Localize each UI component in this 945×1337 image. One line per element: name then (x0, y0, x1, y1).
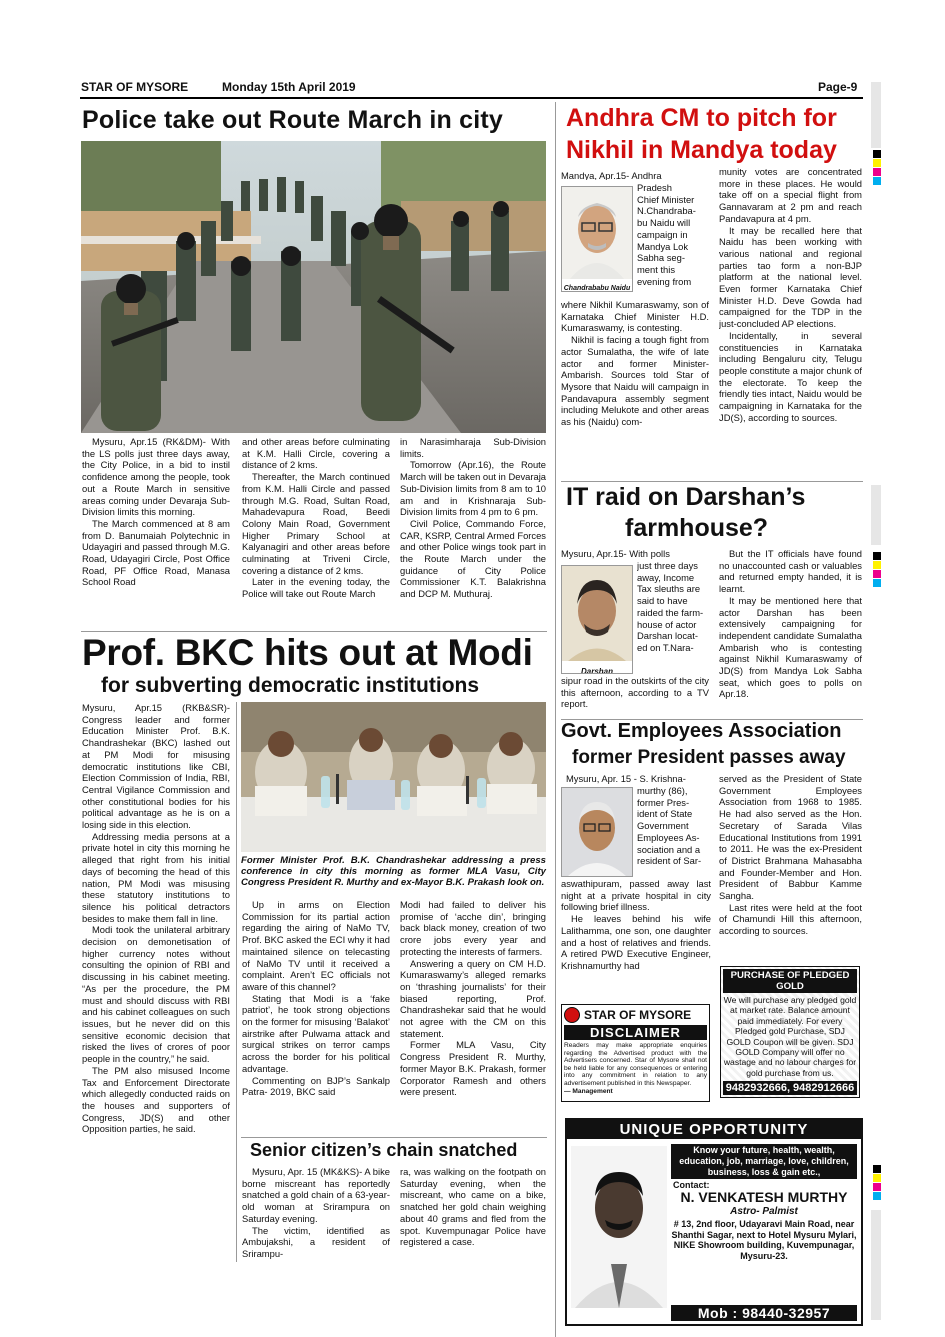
story2-intro-8: ment this (637, 263, 676, 275)
story2-intro-0: Mandya, Apr.15- Andhra (561, 170, 662, 180)
story2-col2-p3: Incidentally, in several constituencies in Karnataka including Bengaluru city, Telugu people constitute a major chunk of the electorate. To keep the friendly ties intact, Naidu would be campaigning in Karnataka for the JD(S), according to sources. (719, 329, 862, 423)
story6-intro-1: murthy (86), (637, 785, 688, 796)
story6-col1 (561, 878, 711, 998)
story6-col2-p2: Last rites were held at the foot of Chamundi Hill this afternoon, according to sources. (719, 901, 862, 937)
naidu-photo (561, 186, 633, 292)
story1-col1-p2: The March commenced at 8 am from D. Banumaiah Polytechnic in Udayagiri and passed through M.G. Road, Udayagiri Circle, Post Office Road, PF Office Road, Manasa School Road (82, 517, 230, 588)
story4-col2-p2: Stating that Modi is a ‘fake patriot’, he took strong objections on the former for misusing ‘Balakot’ airstrike after Pulwama attack and surgical strikes on terror camps across the border for his political advantage. (242, 992, 390, 1074)
astro-ad-role: Astro- Palmist (730, 1206, 798, 1217)
story5-col1-p2: The victim, identified as Ambujakshi, a resident of Srirampu- (242, 1224, 390, 1259)
star-logo-icon (564, 1007, 580, 1023)
story6-intro-4: Government (637, 820, 689, 832)
story2-headline-2: Nikhil in Mandya today (566, 136, 837, 164)
margin-bar (871, 82, 881, 148)
story5-headline: Senior citizen’s chain snatched (250, 1140, 518, 1160)
story4-col3 (400, 899, 546, 1139)
story2-headline-1: Andhra CM to pitch for (566, 104, 837, 132)
story2-intro-4: bu Naidu will (637, 217, 691, 229)
story3-col1-p1: sipur road in the outskirts of the city this afternoon, according to a TV report. (561, 675, 709, 710)
story5-col2-p1: ra, was walking on the footpath on Saturday evening, when the miscreant, who came on a bike, snatched her gold chain weighing about 40 grams and fled from the spot. Kuvempunagar Police have registered a case. (400, 1166, 546, 1248)
story1-col3-p3: Civil Police, Commando Force, CAR, KSRP, Central Armed Forces and other Police wings took part in the Route March under the guidance of City Police Commissioner K.T. Balakrishna and DCP M. Muthuraj. (400, 517, 546, 600)
story4-headline-2: for subverting democratic institutions (101, 674, 480, 697)
story2-col1-p1: where Nikhil Kumaraswamy, son of Karnataka Chief Minister H.D. Kumaraswamy, is contesting. (561, 299, 709, 334)
margin-bar-2 (871, 485, 881, 545)
story2-intro-9: evening from (637, 275, 692, 287)
story2-col2-p2: It may be recalled here that Naidu has been working with various national and regional parties tao form a non-BJP platform at the national level. Even former Karnataka Chief Minister H.D. Deve Gowda had campaigned for the TDP in the just-concluded AP elections. (719, 224, 862, 330)
page-number: Page-9 (818, 80, 858, 94)
story6-headline-1: Govt. Employees Association (561, 720, 842, 742)
story4-col2-p3: Commenting on BJP’s Sankalp Patra- 2019, BKC said (242, 1074, 390, 1098)
story3-intro-line0 (561, 548, 709, 560)
story6-intro-line0 (566, 773, 712, 785)
story2-intro-7: Sabha seg- (637, 252, 685, 264)
story1-col3 (400, 436, 546, 633)
story1-col3-p1: in Narasimharaja Sub-Division limits. (400, 436, 546, 459)
story1-col1-p1: Mysuru, Apr.15 (RK&DM)- With the LS polls just three days away, the City Police, in a bid to instil confidence among the people, took out a Route March in sensitive areas coming under Devaraja Sub-Division limits this morning. (82, 436, 230, 518)
astro-ad-contact-label: Contact: (673, 1180, 710, 1190)
story2-intro-wrap (637, 182, 709, 300)
disclaimer-logo: STAR OF MYSORE (584, 1008, 692, 1022)
story2-intro-5: campaign in (637, 228, 688, 240)
darshan-photo (561, 565, 633, 674)
story3-intro-wrap (637, 560, 709, 666)
naidu-caption: Chandrababu Naidu (563, 285, 631, 292)
story3-intro-6: house of actor (637, 618, 697, 630)
story2-col2 (719, 166, 862, 478)
story3-col2-p2: It may be mentioned here that actor Darshan has been extensively campaigning for independent candidate Sumalatha Ambarish who is contesting against Nikhil Kumaraswamy of JD(S) from Mandya Lok Sabha seat, which goes to polls on Apr.18. (719, 594, 862, 700)
story2-rule (561, 481, 863, 482)
story2-intro-2: Chief Minister (637, 193, 695, 205)
story2-intro-3: N.Chandraba- (637, 205, 696, 217)
disclaimer-logo-row (564, 1007, 707, 1023)
story1-col2-p1: and other areas before culminating at K.M. Halli Circle, covering a distance of 2 kms. (242, 436, 390, 471)
story3-intro-0: Mysuru, Apr.15- With polls (561, 548, 670, 559)
story4-col1 (82, 702, 230, 1265)
margin-bar-3 (871, 1210, 881, 1320)
story6-intro-5: Employees As- (637, 831, 700, 843)
astro-ad-tagline: Know your future, health, wealth, education, job, marriage, love, children, business, loss & gain etc., (671, 1144, 857, 1179)
story1-col2-p2: Thereafter, the March continued from K.M. Halli Circle and passed through M.G. Road, Sultan Road, Mahadevapura Road, Beedi Colony Main Road, Government Higher Primary School at Kalyanagiri and other areas before culminating at Triveni Circle, covering a distance of 2 kms. (242, 471, 390, 576)
astro-ad-address: # 13, 2nd floor, Udayaravi Main Road, near Shanthi Sagar, next to Hotel Mysuru Mylari, NIKE Showroom building, Kuvempunagar, Mysuru-23. (671, 1219, 857, 1261)
gold-ad-body: We will purchase any pledged gold at market rate. Balance amount paid immediately. For every Pledged gold Purchase, SDJ GOLD Coupon will be given. SDJ GOLD Company will offer no wastage and no labour charges for gold purchase from us. (723, 995, 857, 1078)
story4-col1-p2: Addressing media persons at a private hotel in city this morning he alleged that right from his initial days of becoming the head of this nation, PM Modi was misusing these statutory institutions to silence his political detractors besides to make them fall in line. (82, 830, 230, 924)
story2-intro-6: Mandya Lok (637, 240, 689, 252)
story4-col2-p1: Up in arms on Election Commission for its partial action regarding the airing of NaMo TV, Prof. BKC asked the ECI why it had maintained silence on telecasting of NaMo TV until it received a complaint. Aren’t EC officials not aware of this channel? (242, 899, 390, 992)
astro-ad-title: UNIQUE OPPORTUNITY (567, 1120, 861, 1139)
story4-headline-1: Prof. BKC hits out at Modi (82, 632, 533, 673)
header-rule (80, 97, 863, 99)
story2-intro-line0 (561, 170, 709, 180)
story3-intro-3: Tax sleuths are (637, 583, 701, 595)
story6-col2 (719, 773, 862, 958)
gold-ad-title: PURCHASE OF PLEDGED GOLD (723, 969, 857, 993)
story1-col2 (242, 436, 390, 633)
astro-ad-name: N. VENKATESH MURTHY (680, 1189, 848, 1205)
story2-intro-1: Pradesh (637, 182, 672, 193)
story4-divider (236, 702, 237, 1262)
story6-intro-2: former Pres- (637, 796, 690, 808)
story3-col1 (561, 675, 709, 715)
story1-col1 (82, 436, 230, 633)
story5-col1-p1: Mysuru, Apr. 15 (MK&KS)- A bike borne miscreant has reportedly snatched a gold chain of a 63-year-old woman at Srirampura on Saturday evening. (242, 1166, 390, 1224)
story3-intro-1: just three days (637, 560, 698, 571)
story4-col2 (242, 899, 390, 1139)
story6-col1-p2: He leaves behind his wife Lalithamma, one son, one daughter and a host of relatives and friends. A retired PWD Executive Engineer, Krishnamurthy had (561, 913, 711, 971)
story6-intro-0: Mysuru, Apr. 15 - S. Krishna- (566, 773, 686, 784)
color-marks-2 (873, 552, 881, 588)
story5-col1 (242, 1166, 390, 1266)
issue-date: Monday 15th April 2019 (222, 80, 356, 94)
story3-intro-2: away, Income (637, 571, 695, 583)
disclaimer-sign: — Management (564, 1087, 613, 1095)
story4-col3-p1: Modi had failed to deliver his promise of ‘acche din’, bringing back black money, creation of two crore jobs every year and protecting the interests of farmers. (400, 899, 546, 957)
story1-col2-p3: Later in the evening today, the Police will take out Route March (242, 576, 390, 600)
color-marks-3 (873, 1165, 881, 1201)
story4-col1-p4: The PM also misused Income Tax and Enforcement Directorate which allegedly conducted raids on the houses and supporters of Congress, JD(S) and other Opposition parties, he said. (82, 1064, 230, 1135)
astro-ad-box (565, 1118, 863, 1326)
story2-col2-p1: munity votes are concentrated more in these places. He would take off on a special flight from Gannavaram at 2 pm and reach Pandavapura at 4 pm. (719, 166, 862, 224)
story3-intro-4: said to have (637, 595, 688, 607)
story6-intro-wrap (637, 785, 711, 881)
story3-intro-7: Darshan locat- (637, 630, 698, 642)
story3-col2-p1: But the IT officials have found no unaccounted cash or valuables and returned empty handed, it is learnt. (719, 548, 862, 595)
story4-col1-p3: Modi took the unilateral arbitrary decision on demonetisation of higher currency notes without consulting the opinion of RBI and discussing in his cabinet meeting. “As per the procedure, the PM must and should discuss with RBI and his cabinet colleagues on such issues, but he never did on this sensitive economic decision that risked the lives of crores of poor people in the country,” he said. (82, 924, 230, 1065)
story3-headline-1: IT raid on Darshan’s (566, 483, 806, 511)
story4-col3-p3: Former MLA Vasu, City Congress President R. Murthy, former Mayor B.K. Prakash, former Corporator Ramesh and others were present. (400, 1039, 546, 1098)
disclaimer-box (561, 1004, 710, 1102)
gold-ad-phone: 9482932666, 9482912666 (723, 1081, 857, 1095)
story5-rule (241, 1137, 547, 1138)
story3-intro-8: ed on T.Nara- (637, 641, 694, 653)
paper-name: STAR OF MYSORE (81, 80, 189, 94)
column-divider (555, 102, 556, 1337)
press-photo-caption: Former Minister Prof. B.K. Chandrashekar addressing a press conference in city this morning as former MLA Vasu, City Congress President R. Murthy and ex-Mayor B.K. Prakash look on. (241, 855, 546, 888)
story3-headline-2: farmhouse? (625, 514, 769, 542)
gold-ad-box (720, 966, 860, 1098)
story2-col1 (561, 299, 709, 477)
story3-intro-5: raided the farm- (637, 606, 704, 618)
disclaimer-title: DISCLAIMER (564, 1025, 707, 1040)
story2-col1-p2: Nikhil is facing a tough fight from actor Sumalatha, the wife of late actor and former Minister-Ambarish. Sources told Star of Mysore that Naidu will campaign in Pandavapura assembly segment including Melukote and other areas as his (Naidu) com- (561, 334, 709, 428)
story4-col3-p2: Answering a query on CM H.D. Kumaraswamy’s alleged remarks on ‘thrashing journalists’ for their biased reporting, Prof. Chandrashekar said that he would not agree with the CM on this statement. (400, 957, 546, 1039)
story1-col3-p2: Tomorrow (Apr.16), the Route March will be taken out in Devaraja Sub-Division limits from 8 am to 10 am and in Krishnaraja Sub-Division limits from 4 pm to 6 pm. (400, 459, 546, 518)
astro-ad-mobile: Mob : 98440-32957 (671, 1305, 857, 1321)
story4-col1-p1: Mysuru, Apr.15 (RKB&SR)- Congress leader and former Education Minister Prof. B.K. Chandrashekar (BKC) lashed out at PM Modi for misusing democratic institutions like CBI, Election Commission of India, RBI, Central Vigilance Commission and other constitutional bodies for his political advantage as he is on a losing side in this election. (82, 702, 230, 831)
story6-col2-p1: served as the President of State Government Employees Association from 1968 to 1985. He had also served as the Hon. Secretary of Sarada Vilas Educational Institutions from 1991 to 2011. He was the ex-President of District Brahmana Mahasabha and Founder-Member and Hon. President of Babbur Kamme Sangha. (719, 773, 862, 902)
press-conference-photo (241, 702, 546, 852)
story5-col2 (400, 1166, 546, 1266)
story3-col2 (719, 548, 862, 718)
story6-headline-2: former President passes away (572, 747, 846, 768)
story6-intro-3: ident of State (637, 808, 693, 820)
krishnamurthy-photo (561, 787, 633, 877)
darshan-caption: Darshan (562, 666, 632, 674)
story1-headline: Police take out Route March in city (82, 106, 503, 134)
astrologer-photo (571, 1146, 667, 1308)
story6-col1-p1: aswathipuram, passed away last night at a private hospital in city following brief illness. (561, 878, 711, 913)
story6-intro-7: resident of Sar- (637, 855, 702, 867)
story6-intro-6: sociation and a (637, 843, 701, 855)
route-march-photo (81, 141, 546, 433)
disclaimer-text: Readers may make appropriate enquiries regarding the Advertised product with the Advertisers concerned. Star of Mysore shall not be held liable for any consequences or entering into any commitment in relation to any advertisement published in this Newspaper. (564, 1042, 707, 1087)
color-marks-1 (873, 150, 881, 186)
